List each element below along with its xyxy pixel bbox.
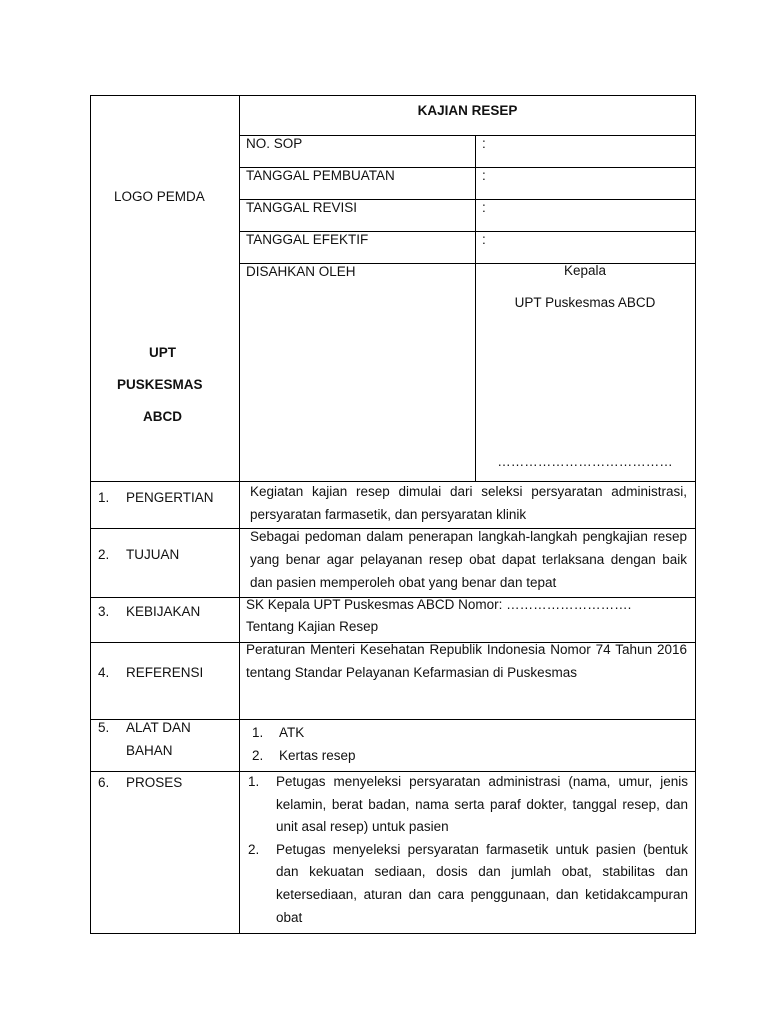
section-number: 1. (98, 490, 110, 505)
field-label-tanggal-revisi: TANGGAL REVISI (246, 200, 358, 215)
row-divider (239, 135, 696, 136)
org-name-line3: ABCD (143, 409, 182, 424)
section-label-proses: PROSES (126, 775, 183, 790)
field-label-tanggal-pembuatan: TANGGAL PEMBUATAN (246, 168, 395, 183)
list-item-number: 2. (252, 748, 264, 763)
section-text-kebijakan-line2: Tentang Kajian Resep (246, 619, 379, 634)
section-number: 3. (98, 604, 110, 619)
section-text-pengertian: Kegiatan kajian resep dimulai dari seleksi persyaratan administrasi, persyaratan farmasetik, dan persyaratan klinik (250, 484, 687, 522)
section-label-referensi: REFERENSI (126, 665, 204, 680)
section-text-kebijakan-line1: SK Kepala UPT Puskesmas ABCD Nomor: ………………………. (246, 597, 632, 612)
field-value-no-sop: : (482, 136, 486, 151)
section-text-tujuan: Sebagai pedoman dalam penerapan langkah-langkah pengkajian resep yang benar agar pelayanan resep obat dapat terlaksana dengan baik dan pasien memperoleh obat yang benar dan tepat (250, 529, 687, 590)
org-name-line2: PUSKESMAS (117, 377, 203, 392)
field-value-tanggal-revisi: : (482, 200, 486, 215)
section-number: 2. (98, 547, 110, 562)
table-border-left (90, 95, 91, 934)
approver-title: Kepala (563, 263, 607, 278)
section-label-tujuan: TUJUAN (126, 547, 180, 562)
list-item-number: 1. (252, 725, 264, 740)
section-number: 5. (98, 720, 110, 735)
section-label-alat-bahan-line2: BAHAN (126, 743, 173, 758)
table-border-top (90, 95, 696, 96)
process-list (248, 771, 688, 929)
section-number: 4. (98, 665, 110, 680)
field-label-no-sop: NO. SOP (246, 136, 303, 151)
list-item-text: Kertas resep (279, 748, 356, 763)
field-value-tanggal-pembuatan: : (482, 168, 486, 183)
approver-org: UPT Puskesmas ABCD (514, 295, 656, 310)
section-label-pengertian: PENGERTIAN (126, 490, 214, 505)
field-label-tanggal-efektif: TANGGAL EFEKTIF (246, 232, 369, 247)
table-border-bottom (90, 933, 696, 934)
signature-line: ………………………………… (497, 454, 673, 469)
org-name-line1: UPT (149, 345, 176, 360)
logo-placeholder: LOGO PEMDA (114, 189, 205, 204)
list-item-text: Petugas menyeleksi persyaratan farmasetik untuk pasien (bentuk dan kekuatan sediaan, dosis dan jumlah obat, stabilitas dan ketersediaan, aturan dan cara penggunaan, dan ketidakcampuran obat (276, 841, 688, 925)
field-value-tanggal-efektif: : (482, 232, 486, 247)
list-item-number: 1. (248, 774, 260, 789)
section-label-kebijakan: KEBIJAKAN (126, 604, 201, 619)
list-item-text: Petugas menyeleksi persyaratan administrasi (nama, umur, jenis kelamin, berat badan, nama serta paraf dokter, tanggal resep, dan unit asal resep) untuk pasien (276, 774, 688, 835)
approved-by-label: DISAHKAN OLEH (246, 264, 356, 279)
list-item (248, 771, 688, 839)
document-title: KAJIAN RESEP (417, 103, 518, 118)
table-border-right (695, 95, 696, 934)
list-item-number: 2. (248, 841, 260, 857)
list-item (248, 839, 688, 929)
section-number: 6. (98, 775, 110, 790)
list-item-text: ATK (279, 725, 305, 740)
column-divider (239, 95, 240, 934)
section-text-referensi: Peraturan Menteri Kesehatan Republik Indonesia Nomor 74 Tahun 2016 tentang Standar Pelayanan Kefarmasian di Puskesmas (246, 642, 687, 680)
section-label-alat-bahan-line1: ALAT DAN (126, 720, 191, 735)
